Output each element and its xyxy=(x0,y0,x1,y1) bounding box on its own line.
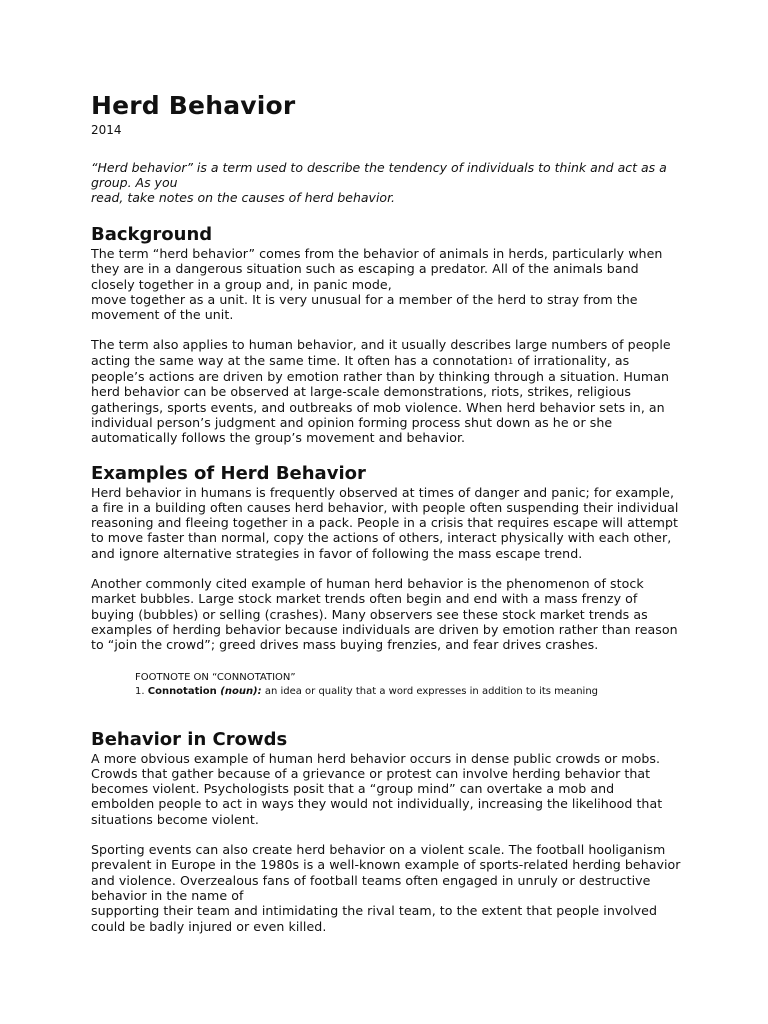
text-line: herd behavior can be observed at large-scale demonstrations, riots, strikes, religious xyxy=(91,384,631,400)
text-line: Another commonly cited example of human herd behavior is the phenomenon of stock xyxy=(91,576,644,592)
text-line: closely together in a group and, in panic mode, xyxy=(91,276,392,292)
text-line: Sporting events can also create herd behavior on a violent scale. The football hooliganism xyxy=(91,842,666,858)
text-line: A more obvious example of human herd behavior occurs in dense public crowds or mobs. xyxy=(91,750,661,766)
text-line: a fire in a building often causes herd behavior, with people often suspending their individual xyxy=(91,499,679,515)
text-line: people’s actions are driven by emotion rather than by thinking through a situation. Human xyxy=(91,369,669,385)
footnote-marker: 1 xyxy=(508,356,514,366)
footnote-entry xyxy=(135,685,691,699)
crowds-paragraph-2 xyxy=(91,842,691,934)
text-line: could be badly injured or even killed. xyxy=(91,918,327,934)
text-line: to “join the crowd”; greed drives mass buying frenzies, and fear drives crashes. xyxy=(91,637,599,653)
footnote xyxy=(135,671,691,699)
intro-line: “Herd behavior” is a term used to describe the tendency of individuals to think and act as a xyxy=(91,160,667,175)
section-heading-background: Background xyxy=(91,224,213,245)
footnote-part-of-speech: (noun): xyxy=(216,685,262,697)
text-line: situations become violent. xyxy=(91,811,259,827)
text-line: The term “herd behavior” comes from the behavior of animals in herds, particularly when xyxy=(91,246,663,261)
text-line: behavior in the name of xyxy=(91,887,244,903)
text-line: gatherings, sports events, and outbreaks of mob violence. When herd behavior sets in, an xyxy=(91,399,665,415)
examples-paragraph-1 xyxy=(91,485,691,561)
text-line xyxy=(91,353,691,369)
text-line: and ignore alternative strategies in favor of following the mass escape trend. xyxy=(91,545,583,561)
text-line: becomes violent. Psychologists posit that a “group mind” can overtake a mob and xyxy=(91,781,615,797)
text-line: move together as a unit. It is very unusual for a member of the herd to stray from the xyxy=(91,291,638,307)
footnote-definition: an idea or quality that a word expresses in addition to its meaning xyxy=(261,685,599,697)
text-line: individual person’s judgment and opinion forming process shut down as he or she xyxy=(91,414,613,430)
footnote-term: Connotation xyxy=(147,685,217,697)
text-line: they are in a dangerous situation such as escaping a predator. All of the animals band xyxy=(91,261,639,277)
text-line: examples of herding behavior because individuals are driven by emotion rather than reason xyxy=(91,621,678,637)
text-line: market bubbles. Large stock market trends often begin and end with a mass frenzy of xyxy=(91,591,638,607)
intro-line: read, take notes on the causes of herd behavior. xyxy=(91,190,396,205)
background-paragraph-1 xyxy=(91,246,691,322)
text-fragment: acting the same way at the same time. It often has a connotation xyxy=(91,352,509,368)
text-line: Herd behavior in humans is frequently observed at times of danger and panic; for example, xyxy=(91,484,675,500)
intro-line: group. As you xyxy=(91,175,178,190)
text-line: Crowds that gather because of a grievance or protest can involve herding behavior that xyxy=(91,765,651,781)
text-line: supporting their team and intimidating the rival team, to the extent that people involved xyxy=(91,903,658,919)
text-line: and violence. Overzealous fans of football teams often engaged in unruly or destructive xyxy=(91,872,651,888)
text-line: automatically follows the group’s movement and behavior. xyxy=(91,430,466,446)
crowds-paragraph-1 xyxy=(91,751,691,827)
examples-paragraph-2 xyxy=(91,576,691,652)
text-line: prevalent in Europe in the 1980s is a well-known example of sports-related herding behavior xyxy=(91,857,681,873)
text-line: to move faster than normal, copy the actions of others, interact physically with each other, xyxy=(91,530,672,546)
section-heading-crowds: Behavior in Crowds xyxy=(91,728,288,750)
text-line: movement of the unit. xyxy=(91,307,234,323)
background-paragraph-2 xyxy=(91,337,691,445)
document-title: Herd Behavior xyxy=(91,91,296,120)
document-page xyxy=(91,90,691,934)
footnote-heading: FOOTNOTE ON “CONNOTATION” xyxy=(135,671,296,683)
section-heading-examples: Examples of Herd Behavior xyxy=(91,462,366,484)
text-line: embolden people to act in ways they would not individually, increasing the likelihood that xyxy=(91,796,663,812)
intro-text xyxy=(91,160,691,205)
text-line: buying (bubbles) or selling (crashes). Many observers see these stock market trends as xyxy=(91,606,648,622)
document-year: 2014 xyxy=(91,123,122,137)
text-line: The term also applies to human behavior, and it usually describes large numbers of people xyxy=(91,337,671,353)
text-fragment: of irrationality, as xyxy=(513,352,630,368)
footnote-number: 1. xyxy=(135,685,148,697)
text-line: reasoning and fleeing together in a pack. People in a crisis that requires escape will attempt xyxy=(91,515,678,531)
